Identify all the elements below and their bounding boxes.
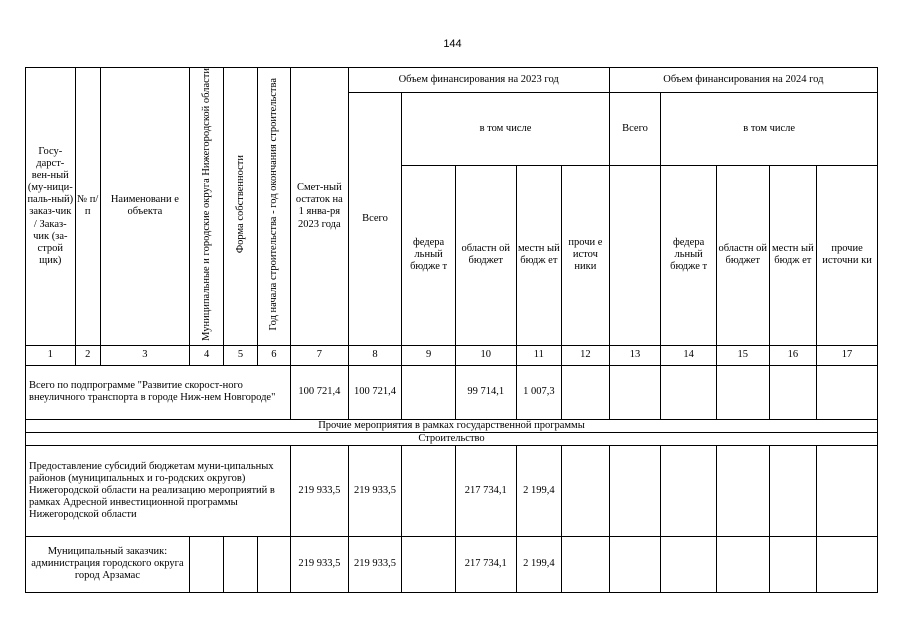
subsidy-other-2023	[562, 445, 610, 536]
subsidy-label: Предоставление субсидий бюджетам муни-ципальных районов (муниципальных и го-родских округов) Нижегородской области на реализацию мероприятий в рамках Адресной инвестиционной программы Нижегородской области	[26, 445, 291, 536]
header-total-2024-blank	[609, 165, 661, 345]
header-fin-2024: Объем финансирования на 2024 год	[609, 68, 877, 93]
column-number: 4	[189, 345, 223, 365]
subsidy-total-2024	[609, 445, 661, 536]
arzamas-federal-2024	[661, 536, 717, 592]
header-years-text: Год начала строительства - год окончания строительства	[268, 78, 280, 331]
column-number: 9	[402, 345, 456, 365]
column-number: 17	[817, 345, 878, 365]
subprogram-estimate: 100 721,4	[291, 365, 349, 419]
subprogram-other-2024	[817, 365, 878, 419]
header-total-2023: Всего	[348, 93, 402, 346]
page-number: 144	[443, 38, 462, 50]
table-row	[26, 365, 878, 419]
subsidy-federal-2023	[402, 445, 456, 536]
column-number-row	[26, 345, 878, 365]
header-local-2023: местн ый бюдж ет	[516, 165, 562, 345]
subsidy-estimate: 219 933,5	[291, 445, 349, 536]
subprogram-total-2023: 100 721,4	[348, 365, 402, 419]
header-npp: № п/ п	[75, 68, 100, 346]
financing-table	[25, 67, 878, 593]
arzamas-local-2024	[769, 536, 817, 592]
subprogram-total-2024	[609, 365, 661, 419]
subprogram-regional-2023: 99 714,1	[455, 365, 516, 419]
subprogram-total-label: Всего по подпрограмме "Развитие скорост-ного внеуличного транспорта в городе Ниж-нем Новгороде"	[26, 365, 291, 419]
header-total-2024: Всего	[609, 93, 661, 166]
column-number: 7	[291, 345, 349, 365]
header-federal-2023: федера льный бюдже т	[402, 165, 456, 345]
header-municipalities	[189, 68, 223, 346]
column-number: 14	[661, 345, 717, 365]
column-number: 8	[348, 345, 402, 365]
header-ownership	[224, 68, 257, 346]
arzamas-federal-2023	[402, 536, 456, 592]
arzamas-years	[257, 536, 290, 592]
arzamas-total-2024	[609, 536, 661, 592]
arzamas-estimate: 219 933,5	[291, 536, 349, 592]
subsidy-federal-2024	[661, 445, 717, 536]
section-construction: Строительство	[26, 432, 878, 445]
header-customer: Госу-дарст-вен-ный (му-ници-паль-ный) заказ-чик / Заказ-чик (за-строй щик)	[26, 68, 76, 346]
subsidy-local-2024	[769, 445, 817, 536]
column-number: 16	[769, 345, 817, 365]
subprogram-federal-2023	[402, 365, 456, 419]
column-number: 15	[716, 345, 769, 365]
header-local-2024: местн ый бюдж ет	[769, 165, 817, 345]
column-number: 6	[257, 345, 290, 365]
arzamas-local-2023: 2 199,4	[516, 536, 562, 592]
column-number: 11	[516, 345, 562, 365]
section-other-measures: Прочие мероприятия в рамках государственной программы	[26, 419, 878, 432]
header-fin-2023: Объем финансирования на 2023 год	[348, 68, 609, 93]
arzamas-other-2023	[562, 536, 610, 592]
table-row	[26, 445, 878, 536]
subsidy-total-2023: 219 933,5	[348, 445, 402, 536]
column-number: 10	[455, 345, 516, 365]
header-estimate: Смет-ный остаток на 1 янва-ря 2023 года	[291, 68, 349, 346]
header-federal-2024: федера льный бюдже т	[661, 165, 717, 345]
header-including-2024: в том числе	[661, 93, 878, 166]
subsidy-regional-2023: 217 734,1	[455, 445, 516, 536]
subprogram-local-2023: 1 007,3	[516, 365, 562, 419]
header-ownership-text: Форма собственности	[234, 155, 246, 254]
column-number: 12	[562, 345, 610, 365]
arzamas-total-2023: 219 933,5	[348, 536, 402, 592]
arzamas-label: Муниципальный заказчик: администрация городского округа город Арзамас	[26, 536, 190, 592]
subprogram-regional-2024	[716, 365, 769, 419]
header-other-2024: прочие источни ки	[817, 165, 878, 345]
subsidy-other-2024	[817, 445, 878, 536]
header-including-2023: в том числе	[402, 93, 609, 166]
column-number: 3	[100, 345, 189, 365]
header-regional-2023: областн ой бюджет	[455, 165, 516, 345]
header-object-name: Наименовани е объекта	[100, 68, 189, 346]
subsidy-local-2023: 2 199,4	[516, 445, 562, 536]
subprogram-federal-2024	[661, 365, 717, 419]
column-number: 5	[224, 345, 257, 365]
header-municipalities-text: Муниципальные и городские округа Нижегородской области	[200, 68, 212, 341]
arzamas-regional-2024	[716, 536, 769, 592]
column-number: 1	[26, 345, 76, 365]
table-row	[26, 536, 878, 592]
arzamas-other-2024	[817, 536, 878, 592]
header-other-2023: прочи е источ ники	[562, 165, 610, 345]
column-number: 13	[609, 345, 661, 365]
arzamas-municipality	[189, 536, 223, 592]
subsidy-regional-2024	[716, 445, 769, 536]
subprogram-other-2023	[562, 365, 610, 419]
subprogram-local-2024	[769, 365, 817, 419]
header-regional-2024: областн ой бюджет	[716, 165, 769, 345]
arzamas-regional-2023: 217 734,1	[455, 536, 516, 592]
column-number: 2	[75, 345, 100, 365]
arzamas-ownership	[224, 536, 257, 592]
header-years	[257, 68, 290, 346]
